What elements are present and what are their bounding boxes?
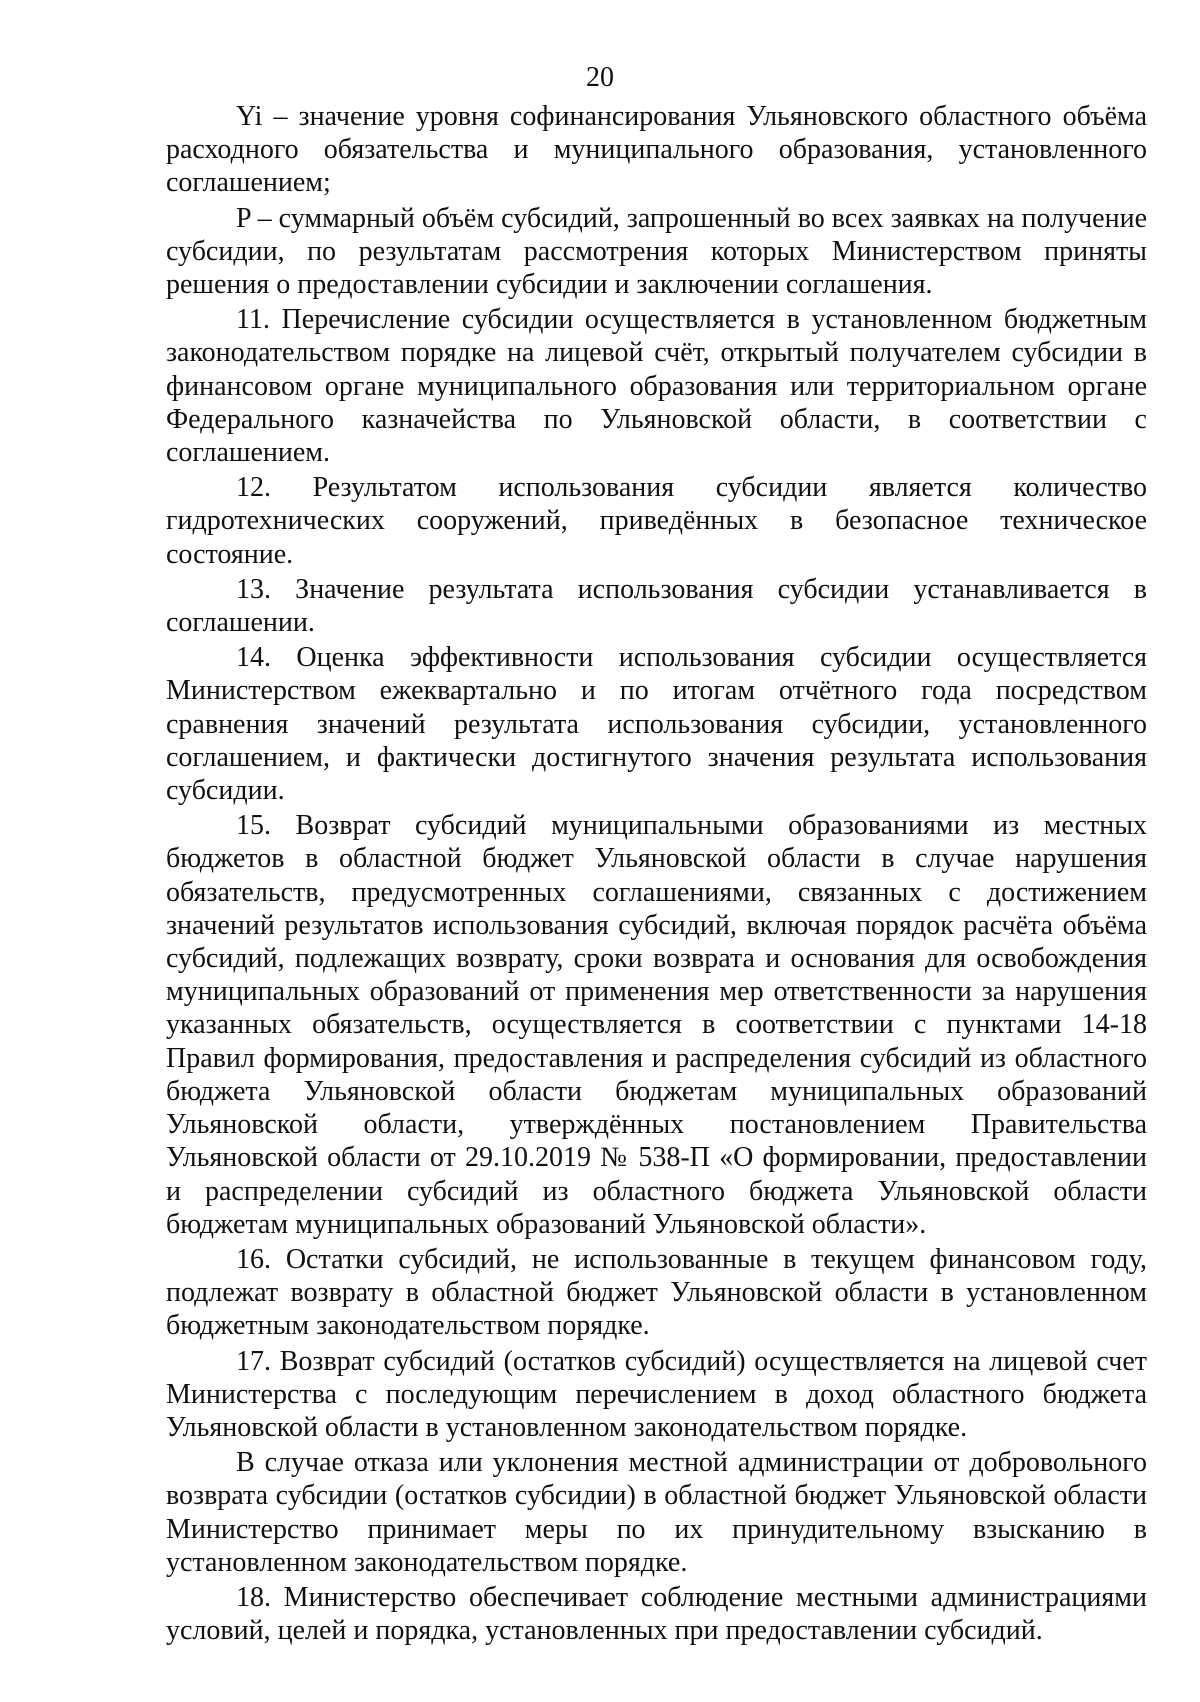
paragraph-item-12: 12. Результатом использования субсидии является количество гидротехнических сооружений, приведённых в безопасное техническое состояние. — [166, 472, 1147, 570]
paragraph-p-definition: P – суммарный объём субсидий, запрошенный во всех заявках на получение субсидии, по результатам рассмотрения которых Министерством приняты решения о предоставлении субсидии и заключении соглашения. — [166, 202, 1147, 301]
document-body — [166, 100, 1147, 1649]
paragraph-item-16: 16. Остатки субсидий, не использованные в текущем финансовом году, подлежат возврату в областной бюджет Ульяновской области в установленном бюджетным законодательством порядке. — [166, 1243, 1147, 1342]
paragraph-yi-definition: Yi – значение уровня софинансирования Ульяновского областного объёма расходного обязательства и муниципального образования, установленного соглашением; — [166, 101, 1147, 199]
paragraph-item-11: 11. Перечисление субсидии осуществляется в установленном бюджетным законодательством порядке на лицевой счёт, открытый получателем субсидии в финансовом органе муниципального образования или территориальном органе Федерального казначейства по Ульяновской области, в соответствии с соглашением. — [166, 304, 1147, 469]
paragraph-item-17: 17. Возврат субсидий (остатков субсидий) осуществляется на лицевой счет Министерства с последующим перечислением в доход областного бюджета Ульяновской области в установленном законодательством порядке. — [166, 1345, 1147, 1443]
paragraph-item-13: 13. Значение результата использования субсидии устанавливается в соглашении. — [166, 573, 1147, 639]
paragraph-item-18: 18. Министерство обеспечивает соблюдение местными администрациями условий, целей и порядка, установленных при предоставлении субсидий. — [166, 1581, 1147, 1647]
page-number: 20 — [586, 62, 614, 93]
paragraph-item-14: 14. Оценка эффективности использования субсидии осуществляется Министерством ежеквартально и по итогам отчётного года посредством сравнения значений результата использования субсидии, установленного соглашением, и фактически достигнутого значения результата использования субсидии. — [166, 642, 1147, 807]
paragraph-refusal-case: В случае отказа или уклонения местной администрации от добровольного возврата субсидии (остатков субсидии) в областной бюджет Ульяновской области Министерство принимает меры по их принудительному взысканию в установленном законодательством порядке. — [166, 1447, 1147, 1578]
paragraph-item-15: 15. Возврат субсидий муниципальными образованиями из местных бюджетов в областной бюджет Ульяновской области в случае нарушения обязательств, предусмотренных соглашениями, связанных с достижением значений результатов использования субсидий, включая порядок расчёта объёма субсидий, подлежащих возврату, сроки возврата и основания для освобождения муниципальных образований от применения мер ответственности за нарушения указанных обязательств, осуществляется в соответствии с пунктами 14-18 Правил формирования, предоставления и распределения субсидий из областного бюджета Ульяновской области бюджетам муниципальных образований Ульяновской области, утверждённых постановлением Правительства Ульяновской области от 29.10.2019 № 538-П «О формировании, предоставлении и распределении субсидий из областного бюджета Ульяновской области бюджетам муниципальных образований Ульяновской области». — [166, 810, 1147, 1240]
